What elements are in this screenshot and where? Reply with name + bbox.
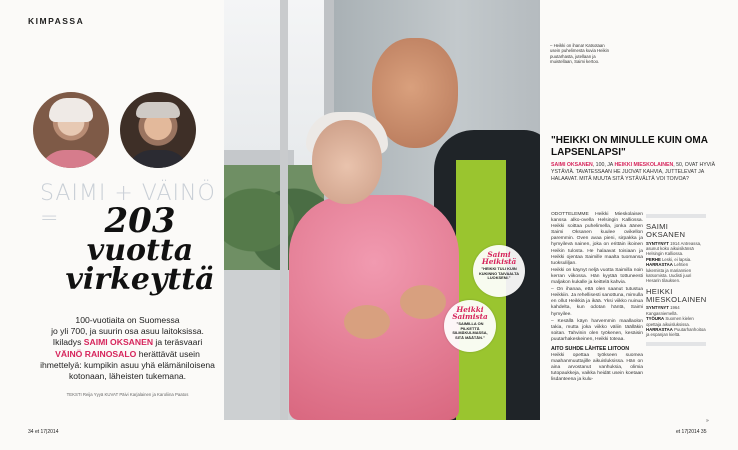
fact-text-saimi: SYNTYNYT 1914 Antreassa, asunut koko aikuisikänsä Helsingin Kalliossa. PERHE Leski, ei lapsia. HARRASTAA Lehtien lukemista ja mariannien katsomista. Uudisti juuri Hesarin tilauksen. [646,240,702,284]
article-paragraph: ODOTTELEMME Heikki Mieskolaisen kanssa alko-ovella Helsingin Kalliossa. Heikki soittaa puhelimella, jonka äänen Saimi Oksanen kuulee ovikellon paremmin. Oven avaa pieni, sirpakka ja hymyilevä nainen, joka on erittäin ikoinen Heikin tulosta. He halaavat toisiaan ja Heikki ojentaa Saimille maalta tuomansa tuoksuliljan. [551,212,643,266]
name-saimi: SAIMI OKSANEN [83,337,154,348]
left-page [0,0,224,450]
credits: TEKSTI Reija Yyyä KUVAT Päivi Karjalainen ja Karoliina Paatos [66,392,189,397]
article-paragraph: – Kesällä käyn harvemmin maallaolon takia, mutta joka viikko väliin täälläkin soitan. Tahvinin olen työkenen, kesäisin puutarhakeskeinen, Heikki toteaa. [551,318,643,342]
fact-box [646,214,706,351]
name-vaino: VÄINÖ RAINOSALO [55,348,137,359]
headline-word2: virkeyttä [65,261,215,297]
fact-name-heikki: HEIKKI MIESKOLAINEN [646,286,707,304]
headline-names: SAIMI + VÄINÖ = [40,181,216,231]
lead-paragraph: 100-vuotiaita on Suomessa jo yli 700, ja suurin osa asuu laitoksissa. Ikiladys SAIMI OKSANEN ja teräsvaari VÄINÖ RAINOSALO herättävät usein ihmettelyä: kumpikin asuu yhä elämäniloisena kotonaan, läheisten tukemana. [40,315,215,382]
page-footer-left: 34 et 17|2014 [28,429,59,435]
headline-number: 203 [104,201,176,241]
saimi-portrait [33,92,109,168]
pull-quote-sub: SAIMI OKSANEN, 100, JA HEIKKI MIESKOLAINEN, 50, OVAT HYVIÄ YSTÄVIÄ. TAVATESSAAN HE JUOVAT KAHVIA, JUTTELEVAT JA HALAAVAT. MITÄ MUUTA SITÄ YSTÄVÄLTÄ VOI TOIVOA? [551,162,716,182]
vaino-portrait [120,92,196,168]
quote-bubble-saimi: Saimi Heikistä "HEIKKI TULI KUIN KUKINNO TAIVAALTA LUOKSENI." [473,245,525,297]
article-paragraph: – On ihanaa, että olen saanut tutustua Heikkiin. Ja rehellisesti sanottuna, mimulla en ollut Heikkiä ja ikää. Yksi viikko nuinua kahdelta, kun odotan häntä, Saimi hymyilee. [551,287,643,317]
fact-name-saimi: SAIMI OKSANEN [646,222,686,239]
headline-word1: vuotta [86,233,194,269]
photo-caption: – Heikki on ihana! Katsotaan usein puhelimesta kuvia Heikin puutarhasta, jutellaan ja muistellaan, Saimi kertoo. [550,43,609,65]
pull-quote: "HEIKKI ON MINULLE KUIN OMA LAPSENLAPSI" [551,135,708,158]
article-subheading: AITO SUHDE LÄHTEE LIITOON [551,345,630,352]
headline [40,201,240,297]
section-label: KIMPASSA [28,16,85,26]
article-column [551,212,643,385]
continue-arrow: » [706,418,709,424]
article-paragraph: Heikki opettaa työkseen suomea maahanmuuttajille aikuisluksissa. Hän on aina arvostanut vanhuksia, olimia tutopaukkeja, vaikka heidät usein koetaan lisdanteena ja kulu- [551,353,643,383]
quote-bubble-heikki: Heikki Saimista "SAIMILLA ON PILKETTÄ SILMÄKULMASSA, SITÄ MÄÄTÄN." [444,300,496,352]
main-photo [224,0,540,420]
page-footer-right: et 17|2014 35 [676,429,707,435]
article-paragraph: Heikki on käynyt neljä vuotta Saimilla noin kerran viikossa. Hän kyytää tottuneesti maljakon kukalle ja keittelä kahvia. [551,267,643,286]
fact-text-heikki: SYNTYNYT 1964 Kangasniemellä. TYÖURA Suomen kielen opettaja aikuisluksissa. HARRASTAA Puutarhanhoitoa ja espanjan kieltä. [646,305,706,338]
